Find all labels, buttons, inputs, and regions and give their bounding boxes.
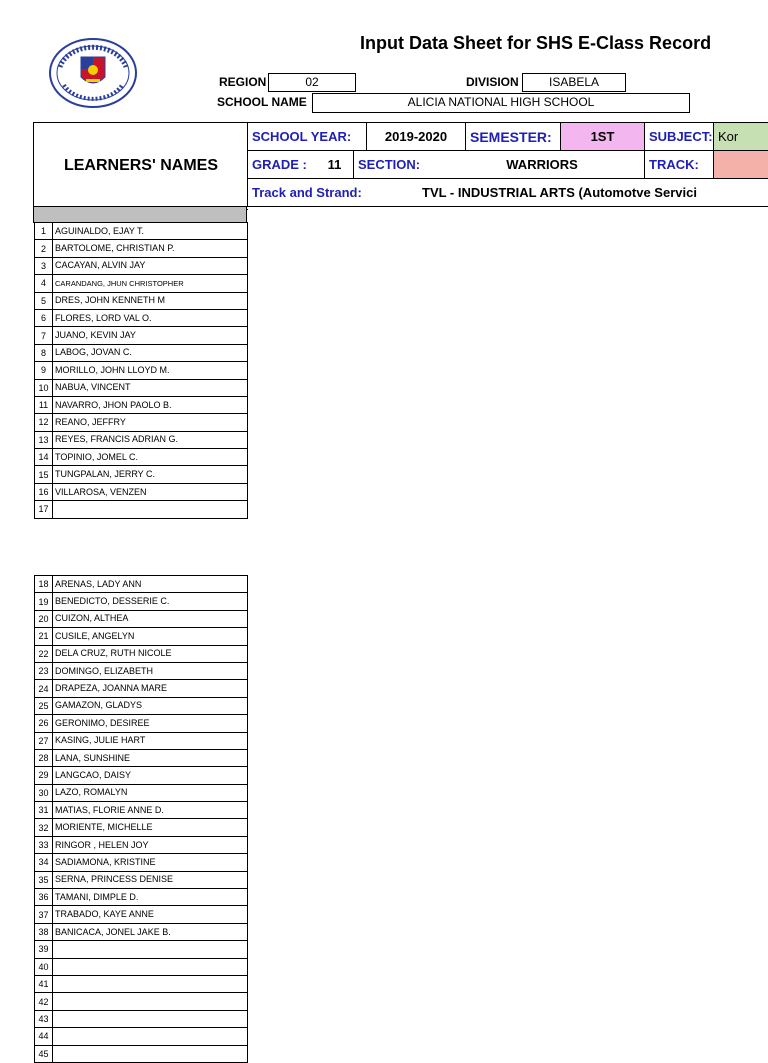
learner-row[interactable] bbox=[35, 431, 248, 448]
learner-number: 3 bbox=[35, 257, 53, 274]
learner-row[interactable] bbox=[35, 975, 248, 992]
learner-number: 26 bbox=[35, 715, 53, 732]
learner-row[interactable] bbox=[35, 501, 248, 518]
learner-number: 25 bbox=[35, 697, 53, 714]
learner-number: 18 bbox=[35, 576, 53, 593]
learner-row[interactable] bbox=[35, 344, 248, 361]
learner-number: 28 bbox=[35, 749, 53, 766]
learner-row[interactable] bbox=[35, 593, 248, 610]
learner-name[interactable]: BANICACA, JONEL JAKE B. bbox=[53, 923, 248, 940]
learner-number: 9 bbox=[35, 362, 53, 379]
grade-label: GRADE : bbox=[247, 150, 354, 179]
learner-name[interactable]: TUNGPALAN, JERRY C. bbox=[53, 466, 248, 483]
learner-number: 21 bbox=[35, 628, 53, 645]
learner-row[interactable] bbox=[35, 871, 248, 888]
region-value[interactable]: 02 bbox=[268, 73, 356, 92]
learner-name[interactable] bbox=[53, 975, 248, 992]
learner-name[interactable]: BARTOLOME, CHRISTIAN P. bbox=[53, 240, 248, 257]
learner-name[interactable] bbox=[53, 993, 248, 1010]
learner-row[interactable] bbox=[35, 327, 248, 344]
learner-row[interactable] bbox=[35, 223, 248, 240]
learner-number: 19 bbox=[35, 593, 53, 610]
learner-name[interactable] bbox=[53, 1028, 248, 1045]
section-label: SECTION: bbox=[353, 150, 453, 179]
learner-row[interactable] bbox=[35, 958, 248, 975]
learner-name[interactable]: NABUA, VINCENT bbox=[53, 379, 248, 396]
male-learners-table bbox=[34, 222, 248, 519]
learner-name[interactable]: CUSILE, ANGELYN bbox=[53, 628, 248, 645]
learner-row[interactable] bbox=[35, 576, 248, 593]
learner-name[interactable]: LABOG, JOVAN C. bbox=[53, 344, 248, 361]
learner-number: 8 bbox=[35, 344, 53, 361]
learner-number: 45 bbox=[35, 1045, 53, 1062]
learner-number: 1 bbox=[35, 223, 53, 240]
learner-name[interactable] bbox=[53, 958, 248, 975]
learner-number: 2 bbox=[35, 240, 53, 257]
learner-number: 13 bbox=[35, 431, 53, 448]
learner-number: 30 bbox=[35, 784, 53, 801]
deped-seal-icon bbox=[48, 37, 138, 109]
semester-value[interactable]: 1ST bbox=[560, 122, 645, 151]
learner-number: 23 bbox=[35, 662, 53, 679]
learner-name[interactable]: CACAYAN, ALVIN JAY bbox=[53, 257, 248, 274]
learner-number: 36 bbox=[35, 889, 53, 906]
learner-name[interactable]: RINGOR , HELEN JOY bbox=[53, 836, 248, 853]
learner-name[interactable]: SERNA, PRINCESS DENISE bbox=[53, 871, 248, 888]
learner-name[interactable]: DRES, JOHN KENNETH M bbox=[53, 292, 248, 309]
learner-name[interactable]: CARANDANG, JHUN CHRISTOPHER bbox=[53, 275, 248, 292]
learner-number: 35 bbox=[35, 871, 53, 888]
learner-name[interactable]: DOMINGO, ELIZABETH bbox=[53, 662, 248, 679]
learner-row[interactable] bbox=[35, 732, 248, 749]
learner-name[interactable]: CUIZON, ALTHEA bbox=[53, 610, 248, 627]
learner-number: 42 bbox=[35, 993, 53, 1010]
track-label: TRACK: bbox=[644, 150, 714, 179]
learner-row[interactable] bbox=[35, 396, 248, 413]
learner-name[interactable]: TAMANI, DIMPLE D. bbox=[53, 889, 248, 906]
learner-row[interactable] bbox=[35, 1028, 248, 1045]
learner-number: 38 bbox=[35, 923, 53, 940]
learner-row[interactable] bbox=[35, 906, 248, 923]
division-value[interactable]: ISABELA bbox=[522, 73, 626, 92]
learner-name[interactable]: MATIAS, FLORIE ANNE D. bbox=[53, 802, 248, 819]
learner-name[interactable]: JUANO, KEVIN JAY bbox=[53, 327, 248, 344]
learner-number: 4 bbox=[35, 275, 53, 292]
learner-row[interactable] bbox=[35, 628, 248, 645]
school-name-label: SCHOOL NAME bbox=[217, 95, 307, 109]
learner-name[interactable]: LANA, SUNSHINE bbox=[53, 749, 248, 766]
learners-names-header: LEARNERS' NAMES bbox=[33, 122, 248, 210]
learner-number: 11 bbox=[35, 396, 53, 413]
learner-name[interactable]: VILLAROSA, VENZEN bbox=[53, 483, 248, 500]
learner-row[interactable] bbox=[35, 802, 248, 819]
learner-number: 12 bbox=[35, 414, 53, 431]
learner-name[interactable]: TOPINIO, JOMEL C. bbox=[53, 449, 248, 466]
learner-row[interactable] bbox=[35, 309, 248, 326]
learner-name[interactable]: GERONIMO, DESIREE bbox=[53, 715, 248, 732]
learner-row[interactable] bbox=[35, 784, 248, 801]
learner-row[interactable] bbox=[35, 836, 248, 853]
learner-number: 31 bbox=[35, 802, 53, 819]
learner-number: 24 bbox=[35, 680, 53, 697]
track-value[interactable] bbox=[713, 150, 768, 179]
learner-name[interactable] bbox=[53, 1045, 248, 1062]
learner-name[interactable]: SADIAMONA, KRISTINE bbox=[53, 854, 248, 871]
learner-row[interactable] bbox=[35, 767, 248, 784]
learner-row[interactable] bbox=[35, 941, 248, 958]
learner-number: 41 bbox=[35, 975, 53, 992]
learner-row[interactable] bbox=[35, 275, 248, 292]
learner-name[interactable]: AGUINALDO, EJAY T. bbox=[53, 223, 248, 240]
learner-row[interactable] bbox=[35, 466, 248, 483]
subject-label: SUBJECT: bbox=[644, 122, 714, 151]
division-label: DIVISION bbox=[466, 75, 519, 89]
learner-row[interactable] bbox=[35, 993, 248, 1010]
learner-number: 16 bbox=[35, 483, 53, 500]
learner-row[interactable] bbox=[35, 292, 248, 309]
learner-row[interactable] bbox=[35, 662, 248, 679]
school-year-label: SCHOOL YEAR: bbox=[247, 122, 367, 151]
learner-row[interactable] bbox=[35, 240, 248, 257]
learner-row[interactable] bbox=[35, 645, 248, 662]
school-year-value[interactable]: 2019-2020 bbox=[366, 122, 466, 151]
learner-name[interactable]: MORILLO, JOHN LLOYD M. bbox=[53, 362, 248, 379]
learner-number: 34 bbox=[35, 854, 53, 871]
learner-name[interactable]: DELA CRUZ, RUTH NICOLE bbox=[53, 645, 248, 662]
learner-row[interactable] bbox=[35, 749, 248, 766]
learner-row[interactable] bbox=[35, 414, 248, 431]
learner-name[interactable] bbox=[53, 1010, 248, 1027]
learner-number: 44 bbox=[35, 1028, 53, 1045]
learner-name[interactable]: DRAPEZA, JOANNA MARE bbox=[53, 680, 248, 697]
track-strand-label: Track and Strand: bbox=[247, 178, 768, 207]
learner-number: 10 bbox=[35, 379, 53, 396]
page-title: Input Data Sheet for SHS E-Class Record bbox=[360, 33, 712, 53]
grade-value[interactable]: 11 bbox=[316, 150, 354, 179]
learner-name[interactable]: LANGCAO, DAISY bbox=[53, 767, 248, 784]
learner-name[interactable]: KASING, JULIE HART bbox=[53, 732, 248, 749]
learner-number: 27 bbox=[35, 732, 53, 749]
learner-row[interactable] bbox=[35, 362, 248, 379]
learner-name[interactable]: REANO, JEFFRY bbox=[53, 414, 248, 431]
subject-value[interactable]: Kor bbox=[713, 122, 768, 151]
learner-number: 29 bbox=[35, 767, 53, 784]
learner-number: 40 bbox=[35, 958, 53, 975]
learner-row[interactable] bbox=[35, 610, 248, 627]
learner-number: 43 bbox=[35, 1010, 53, 1027]
learner-number: 39 bbox=[35, 941, 53, 958]
learner-name[interactable]: FLORES, LORD VAL O. bbox=[53, 309, 248, 326]
semester-label: SEMESTER: bbox=[465, 122, 561, 151]
learner-number: 22 bbox=[35, 645, 53, 662]
learner-number: 17 bbox=[35, 501, 53, 518]
learner-row[interactable] bbox=[35, 697, 248, 714]
learner-name[interactable]: LAZO, ROMALYN bbox=[53, 784, 248, 801]
learner-row[interactable] bbox=[35, 819, 248, 836]
learner-name[interactable]: NAVARRO, JHON PAOLO B. bbox=[53, 396, 248, 413]
learner-name[interactable]: TRABADO, KAYE ANNE bbox=[53, 906, 248, 923]
learner-number: 37 bbox=[35, 906, 53, 923]
learner-name[interactable]: GAMAZON, GLADYS bbox=[53, 697, 248, 714]
learner-number: 5 bbox=[35, 292, 53, 309]
learner-row[interactable] bbox=[35, 923, 248, 940]
learner-number: 7 bbox=[35, 327, 53, 344]
region-label: REGION bbox=[219, 75, 267, 89]
learner-number: 20 bbox=[35, 610, 53, 627]
female-learners-table bbox=[34, 575, 248, 1063]
track-strand-value: TVL - INDUSTRIAL ARTS (Automotve Servici bbox=[422, 185, 697, 200]
learner-number: 15 bbox=[35, 466, 53, 483]
section-value[interactable]: WARRIORS bbox=[440, 150, 645, 179]
learner-number: 33 bbox=[35, 836, 53, 853]
learner-name[interactable]: BENEDICTO, DESSERIE C. bbox=[53, 593, 248, 610]
learner-row[interactable] bbox=[35, 257, 248, 274]
learner-row[interactable] bbox=[35, 889, 248, 906]
learner-row[interactable] bbox=[35, 715, 248, 732]
learner-name[interactable]: ARENAS, LADY ANN bbox=[53, 576, 248, 593]
learner-row[interactable] bbox=[35, 379, 248, 396]
learner-row[interactable] bbox=[35, 854, 248, 871]
learner-name[interactable]: REYES, FRANCIS ADRIAN G. bbox=[53, 431, 248, 448]
learner-name[interactable] bbox=[53, 501, 248, 518]
learner-name[interactable] bbox=[53, 941, 248, 958]
learner-row[interactable] bbox=[35, 483, 248, 500]
learner-number: 32 bbox=[35, 819, 53, 836]
learner-number: 6 bbox=[35, 309, 53, 326]
learner-row[interactable] bbox=[35, 680, 248, 697]
learner-row[interactable] bbox=[35, 1045, 248, 1062]
learner-row[interactable] bbox=[35, 1010, 248, 1027]
school-name-value[interactable]: ALICIA NATIONAL HIGH SCHOOL bbox=[312, 93, 690, 113]
learner-row[interactable] bbox=[35, 449, 248, 466]
learner-number: 14 bbox=[35, 449, 53, 466]
learner-list-header-bar bbox=[33, 206, 247, 223]
learner-name[interactable]: MORIENTE, MICHELLE bbox=[53, 819, 248, 836]
